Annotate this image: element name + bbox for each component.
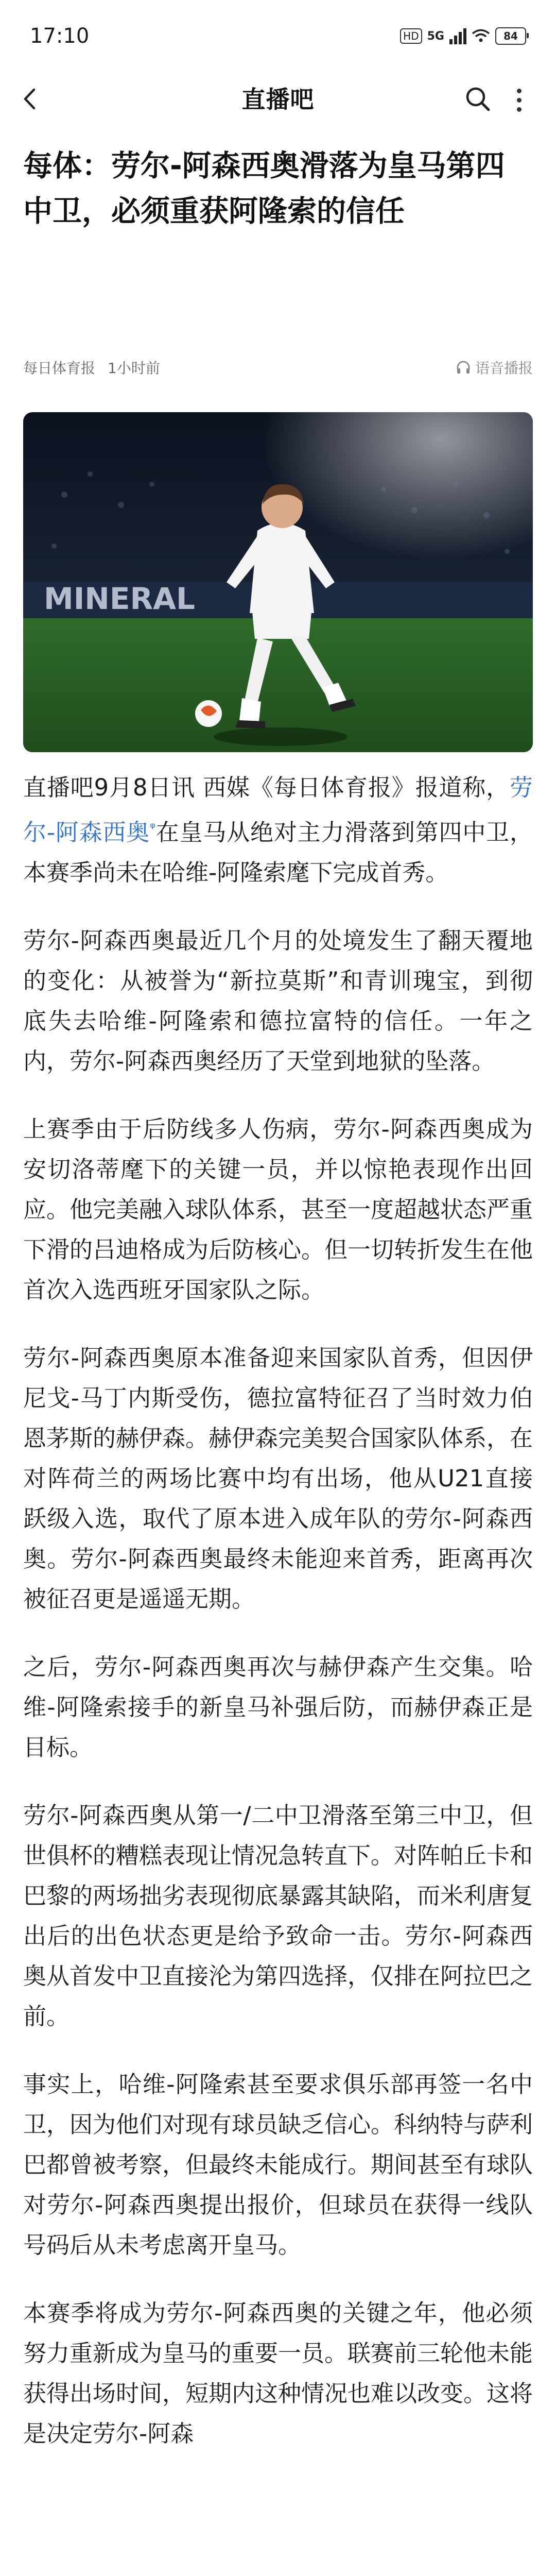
nav-bar: [0, 72, 556, 124]
paragraph-1-text-a: 直播吧9月8日讯 西媒《每日体育报》报道称，: [23, 774, 510, 801]
battery-icon: [495, 27, 526, 45]
tts-button[interactable]: [456, 357, 533, 378]
wifi-icon: [472, 29, 490, 43]
hero-image[interactable]: [23, 412, 533, 752]
status-time: 17:10: [30, 24, 90, 48]
link-search-icon: ᵠ: [150, 820, 155, 836]
signal-icon: [449, 28, 466, 44]
article-source[interactable]: 每日体育报: [23, 360, 96, 377]
status-bar: [0, 0, 556, 72]
paragraph-1-text-b: 在皇马从绝对主力滑落到第四中卫，本赛季尚未在哈维-阿隆索麾下完成首秀。: [23, 819, 533, 886]
chevron-left-icon: [21, 87, 39, 111]
paragraph-6: 劳尔-阿森西奥从第一/二中卫滑落至第三中卫，但世俱杯的糟糕表现让情况急转直下。对阵帕丘卡和巴黎的两场拙劣表现彻底暴露其缺陷，而米利唐复出后的出色状态更是给予致命一击。劳尔-阿森西奥从首发中卫直接沦为第四选择，仅排在阿拉巴之前。: [23, 1802, 533, 2030]
search-icon[interactable]: [463, 84, 492, 113]
paragraph-5: 之后，劳尔-阿森西奥再次与赫伊森产生交集。哈维-阿隆索接手的新皇马补强后防，而赫伊森正是目标。: [23, 1653, 533, 1761]
article-body: [23, 768, 533, 2482]
more-vertical-icon[interactable]: [505, 86, 533, 114]
paragraph-2: 劳尔-阿森西奥最近几个月的处境发生了翻天覆地的变化：从被誉为“新拉莫斯”和青训瑰宝，到彻底失去哈维-阿隆索和德拉富特的信任。一年之内，劳尔-阿森西奥经历了天堂到地狱的坠落。: [23, 927, 533, 1075]
paragraph-8: 本赛季将成为劳尔-阿森西奥的关键之年，他必须努力重新成为皇马的重要一员。联赛前三轮他未能获得出场时间，短期内这种情况也难以改变。这将是决定劳尔-阿森: [23, 2299, 533, 2447]
battery-level: 84: [503, 30, 518, 42]
paragraph-4: 劳尔-阿森西奥原本准备迎来国家队首秀，但因伊尼戈-马丁内斯受伤，德拉富特征召了当时效力伯恩茅斯的赫伊森。赫伊森完美契合国家队体系，在对阵荷兰的两场比赛中均有出场，他从U21直接跃级入选，取代了原本进入成年队的劳尔-阿森西奥。劳尔-阿森西奥最终未能迎来首秀，距离再次被征召更是遥遥无期。: [23, 1344, 533, 1613]
paragraph-7: 事实上，哈维-阿隆索甚至要求俱乐部再签一名中卫，因为他们对现有球员缺乏信心。科纳特与萨利巴都曾被考察，但最终未能成行。期间甚至有球队对劳尔-阿森西奥提出报价，但球员在获得一线队号码后从未考虑离开皇马。: [23, 2071, 533, 2259]
headphones-icon: [456, 360, 471, 375]
article-time: 1小时前: [108, 360, 160, 377]
back-button[interactable]: [14, 83, 45, 114]
paragraph-1: [23, 768, 533, 893]
network-type: 5G: [427, 29, 444, 43]
article-title: 每体：劳尔-阿森西奥滑落为皇马第四中卫，必须重获阿隆索的信任: [23, 149, 505, 228]
paragraph-3: 上赛季由于后防线多人伤病，劳尔-阿森西奥成为安切洛蒂麾下的关键一员，并以惊艳表现作出回应。他完美融入球队体系，甚至一度超越状态严重下滑的吕迪格成为后防核心。但一切转折发生在他首次入选西班牙国家队之际。: [23, 1115, 533, 1303]
football-player-photo: [23, 412, 533, 752]
tts-label: 语音播报: [475, 360, 533, 377]
player-link-label: 劳尔-阿森西奥: [23, 774, 533, 846]
article-meta: [23, 354, 533, 380]
status-icons: [400, 27, 526, 45]
app-title: 直播吧: [241, 86, 315, 113]
ad-board-text: MINERAL: [44, 581, 195, 616]
hd-badge: HD: [400, 28, 422, 44]
